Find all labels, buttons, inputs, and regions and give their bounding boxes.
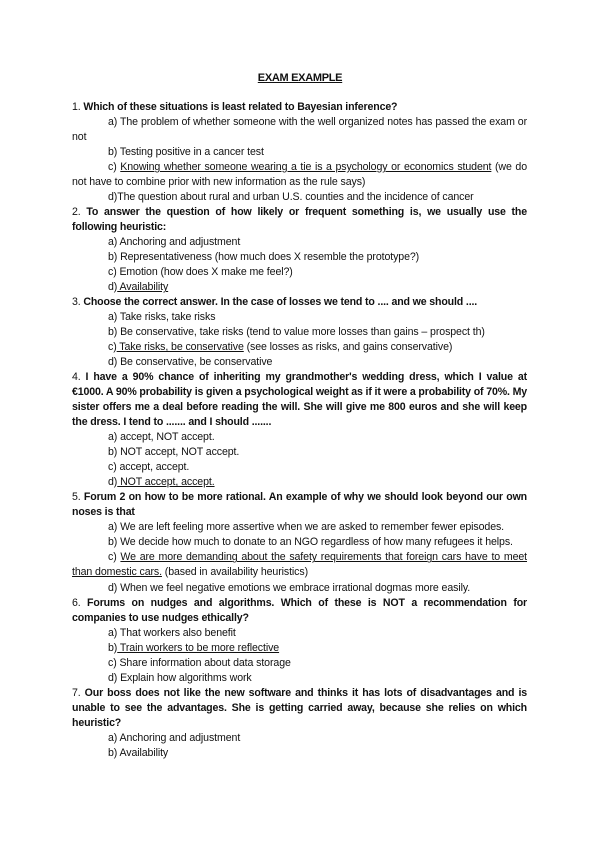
option-text: c) Share information about data storage [108,656,291,669]
answer-option [72,145,527,160]
question-number: 7. [72,686,81,699]
option-note: (see losses as risks, and gains conservative) [243,341,453,354]
answer-option [72,626,527,641]
answer-option [72,641,527,656]
question-text: Our boss does not like the new software and thinks it has lots of disadvantages and is unable to see the advantages. She is getting carried away, because she relies on which heuristic? [72,686,527,729]
option-text: a) That workers also benefit [108,626,236,639]
correct-answer-underlined: NOT accept, accept. [117,476,215,489]
answer-option [72,731,527,746]
question-number: 1. [72,101,81,113]
answer-option [72,190,527,205]
answer-option [72,581,527,596]
answer-option [72,310,527,325]
question-3 [72,295,527,310]
correct-answer-underlined: We are more demanding about the safety requirements that foreign cars have to meet than domestic cars. [72,551,528,579]
option-text: b) Availability [108,746,169,759]
option-text: c) Emotion (how does X make me feel?) [108,266,293,279]
correct-answer-underlined: Availability [117,281,169,294]
question-number: 3. [72,296,81,309]
correct-answer-underlined: Train workers to be more reflective [117,641,280,654]
answer-option [72,355,527,370]
question-number: 4. [72,371,81,384]
answer-option [72,280,527,295]
exam-body [72,100,527,761]
question-text: Forums on nudges and algorithms. Which of these is NOT a recommendation for companies to use nudges ethically? [72,596,527,624]
option-text: a) The problem of whether someone with the well organized notes has passed the exam or not [72,116,527,144]
option-text: a) accept, NOT accept. [108,431,215,444]
option-text: d) [108,281,118,294]
option-text: a) Take risks, take risks [108,311,216,324]
question-number: 2. [72,206,81,219]
answer-option [72,325,527,340]
question-text: To answer the question of how likely or frequent something is, we usually use the following heuristic: [72,206,527,234]
question-6 [72,596,527,626]
answer-option [72,460,527,475]
option-text: d) Explain how algorithms work [108,671,252,684]
option-text: c) [108,551,121,564]
answer-option [72,671,527,686]
answer-option [72,475,527,490]
option-text: c) [108,341,117,354]
answer-option [72,445,527,460]
answer-option [72,115,527,145]
option-text: b) We decide how much to donate to an NGO regardless of how many refugees it helps. [108,536,513,549]
correct-answer-underlined: Take risks, be conservative [116,341,244,354]
question-number: 6. [72,596,81,609]
correct-answer-underlined: Knowing whether someone wearing a tie is a psychology or economics student [120,161,492,174]
answer-option [72,535,527,550]
option-note: (based in availability heuristics) [161,566,309,579]
document-title: EXAM EXAMPLE [257,72,343,84]
option-text: a) We are left feeling more assertive when we are asked to remember fewer episodes. [108,521,505,534]
answer-option [72,265,527,280]
answer-option [72,656,527,671]
answer-option [72,160,527,190]
answer-option [72,250,527,265]
option-text: c) accept, accept. [108,461,190,474]
question-text: Which of these situations is least related to Bayesian inference? [83,101,398,113]
option-text: d)The question about rural and urban U.S. counties and the incidence of cancer [108,191,474,204]
question-number: 5. [72,491,81,504]
answer-option [72,520,527,535]
answer-option [72,430,527,445]
option-text: d) When we feel negative emotions we embrace irrational dogmas more easily. [108,581,471,594]
question-5 [72,490,527,520]
option-text: a) Anchoring and adjustment [108,236,241,249]
option-text: a) Anchoring and adjustment [108,731,241,744]
option-text: c) [108,161,121,174]
option-text: b) [108,641,118,654]
question-4 [72,370,527,430]
option-text: d) Be conservative, be conservative [108,356,273,369]
answer-option [72,340,527,355]
question-2 [72,205,527,235]
option-note: (we do not have to combine prior with new information as the rule says) [72,161,527,189]
option-text: b) Testing positive in a cancer test [108,146,264,159]
option-text: b) NOT accept, NOT accept. [108,446,240,459]
question-text: Forum 2 on how to be more rational. An example of why we should look beyond our own noses is that [72,491,527,519]
answer-option [72,746,527,761]
question-text: I have a 90% chance of inheriting my grandmother's wedding dress, which I value at €1000. A 90% probability is given a psychological weight as if it were a probability of 70%. My sister offers me a deal before reading the will. She will give me 800 euros and she will keep the dress. I tend to ....... and I should ....... [72,371,527,429]
question-text: Choose the correct answer. In the case of losses we tend to .... and we should .... [83,296,478,309]
option-text: b) Representativeness (how much does X resemble the prototype?) [108,251,420,264]
answer-option [72,235,527,250]
option-text: d) [108,476,118,489]
answer-option [72,550,527,580]
option-text: b) Be conservative, take risks (tend to value more losses than gains – prospect th) [108,326,485,339]
question-1 [72,100,527,115]
question-7 [72,686,527,731]
